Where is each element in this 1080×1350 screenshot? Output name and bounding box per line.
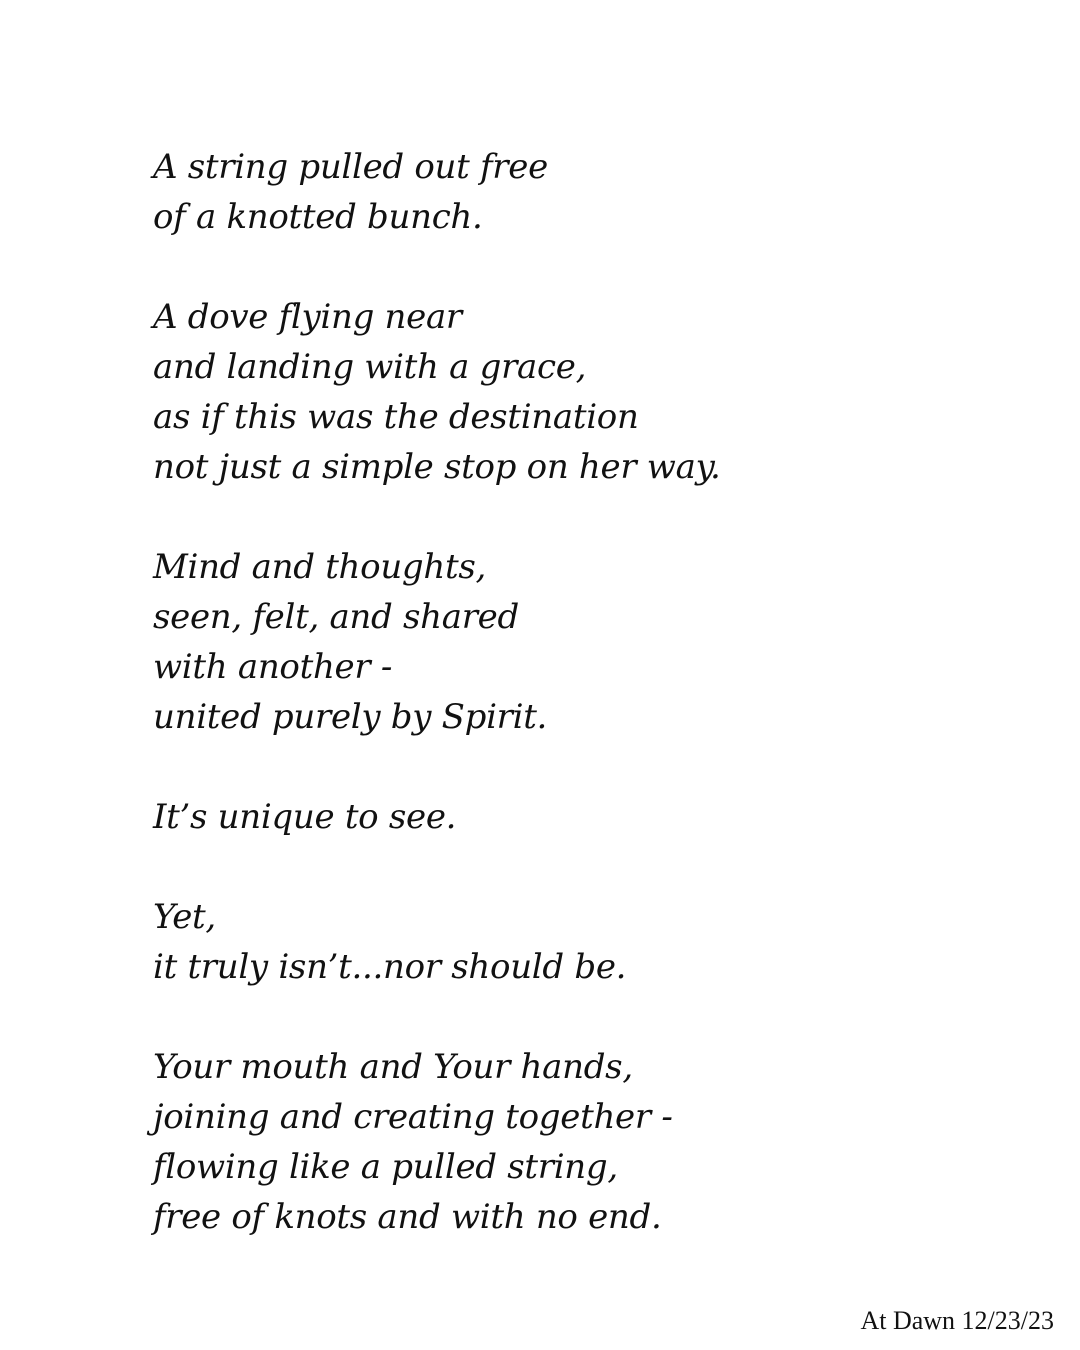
poem-line: as if this was the destination: [153, 397, 639, 437]
poem-line: united purely by Spirit.: [153, 697, 548, 737]
poem-line: seen, felt, and shared: [153, 597, 519, 637]
poem-line: free of knots and with no end.: [153, 1197, 662, 1237]
poem-line: A string pulled out free: [153, 147, 548, 187]
poem-line: flowing like a pulled string,: [153, 1147, 618, 1187]
poem-line: with another -: [153, 647, 393, 687]
poem: [153, 142, 913, 1292]
poem-line: of a knotted bunch.: [153, 197, 483, 237]
stanza-2: [153, 292, 913, 492]
poem-line: not just a simple stop on her way.: [153, 447, 721, 487]
poem-line: Mind and thoughts,: [153, 547, 487, 587]
poem-line: A dove flying near: [153, 297, 462, 337]
stanza-6: [153, 1042, 913, 1242]
stanza-4: [153, 792, 913, 842]
poem-line: Yet,: [153, 897, 216, 937]
poem-line: joining and creating together -: [153, 1097, 673, 1137]
stanza-3: [153, 542, 913, 742]
poem-line: it truly isn’t...nor should be.: [153, 947, 627, 987]
poem-line: and landing with a grace,: [153, 347, 587, 387]
signature: At Dawn 12/23/23: [860, 1306, 1054, 1335]
poem-line: Your mouth and Your hands,: [153, 1047, 633, 1087]
stanza-5: [153, 892, 913, 992]
poem-line: It’s unique to see.: [153, 797, 457, 837]
stanza-1: [153, 142, 913, 242]
